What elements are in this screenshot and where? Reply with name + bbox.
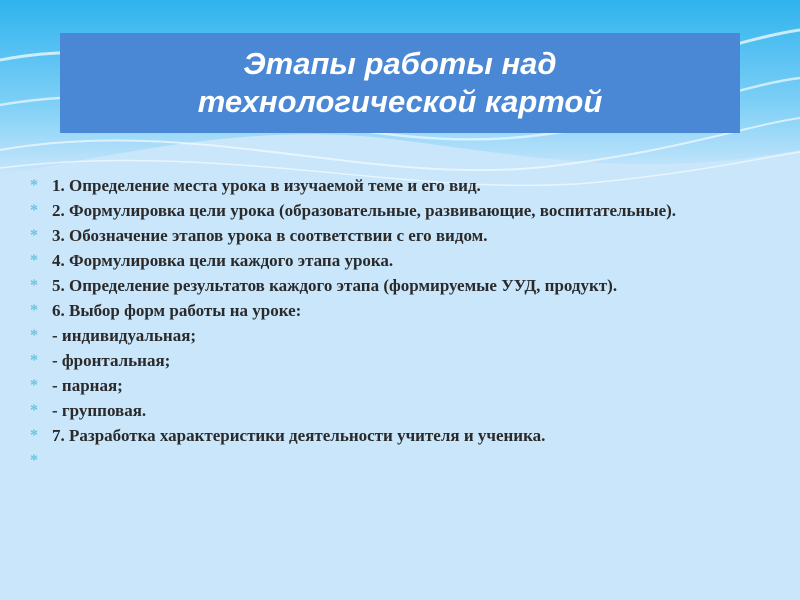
bullet-icon: * (30, 327, 38, 344)
bullet-icon: * (30, 427, 38, 444)
list-item-text: 6. Выбор форм работы на уроке: (52, 301, 302, 320)
list-item-text: 5. Определение результатов каждого этапа (формируемые УУД, продукт). (52, 276, 618, 295)
list-item (30, 351, 730, 371)
list-item-text: - индивидуальная; (52, 326, 197, 345)
bullet-icon: * (30, 252, 38, 269)
list-item (30, 401, 730, 421)
title-banner (60, 33, 740, 133)
list-item (30, 326, 730, 346)
list-item-text: - парная; (52, 376, 123, 395)
bullet-icon: * (30, 377, 38, 394)
bullet-icon: * (30, 352, 38, 369)
list-item-text: 1. Определение места урока в изучаемой теме и его вид. (52, 176, 481, 195)
bullet-icon: * (30, 452, 38, 469)
list-item-text: - фронтальная; (52, 351, 171, 370)
list-item (30, 301, 730, 321)
bullet-icon: * (30, 227, 38, 244)
list-item (30, 376, 730, 396)
list-item-text: 3. Обозначение этапов урока в соответствии с его видом. (52, 226, 488, 245)
list-item-text: 4. Формулировка цели каждого этапа урока. (52, 251, 394, 270)
list-item (30, 176, 730, 196)
list-item (30, 226, 730, 246)
stages-list (30, 176, 730, 469)
list-item (30, 426, 730, 446)
bullet-icon: * (30, 402, 38, 419)
bullet-icon: * (30, 177, 38, 194)
list-item (30, 276, 730, 296)
slide-title: Этапы работы над технологической картой (197, 46, 603, 119)
list-item-text: 7. Разработка характеристики деятельности учителя и ученика. (52, 426, 546, 445)
list-item-text: - групповая. (52, 401, 147, 420)
list-item-text: 2. Формулировка цели урока (образовательные, развивающие, воспитательные). (52, 201, 677, 220)
list-item (30, 251, 730, 271)
bullet-icon: * (30, 202, 38, 219)
bullet-icon: * (30, 302, 38, 319)
list-item (30, 201, 730, 221)
bullet-icon: * (30, 277, 38, 294)
